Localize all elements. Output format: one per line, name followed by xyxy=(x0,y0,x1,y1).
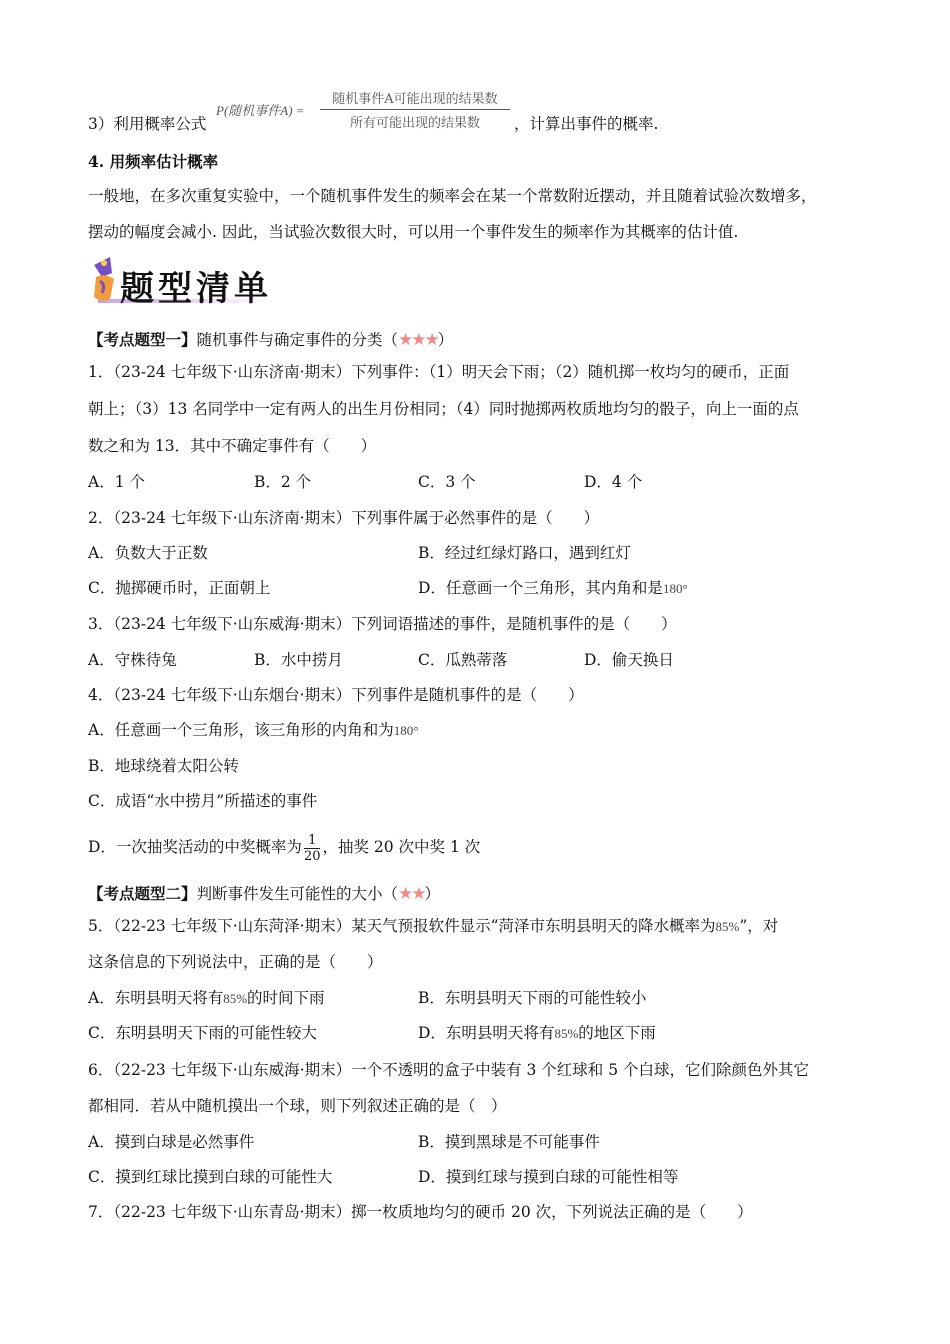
formula-prefix: 3）利用概率公式 xyxy=(88,115,207,133)
question-2-option-d-math: 180° xyxy=(662,581,688,596)
topic-1-label: 【考点题型一】 xyxy=(88,330,197,349)
question-2-option-b[interactable]: B．经过红绿灯路口，遇到红灯 xyxy=(418,544,631,562)
question-3-option-a[interactable]: A．守株待兔 xyxy=(88,651,177,669)
paragraph-line-2: 摆动的幅度会减小. 因此，当试验次数很大时，可以用一个事件发生的频率作为其概率的估计值. xyxy=(88,223,739,241)
banner-title: 题型清单 xyxy=(120,269,272,309)
question-4-option-a[interactable] xyxy=(88,720,418,741)
fraction xyxy=(304,833,321,864)
question-4-option-d[interactable] xyxy=(88,830,480,864)
question-2-option-a[interactable]: A．负数大于正数 xyxy=(88,544,208,562)
question-4-option-d-post: ，抽奖 20 次中奖 1 次 xyxy=(322,838,481,856)
question-5-line-1 xyxy=(88,916,778,937)
question-6-line-1: 6．（22-23 七年级下·山东威海·期末）一个不透明的盒子中装有 3 个红球和 5 个白球，它们除颜色外其它 xyxy=(88,1061,810,1079)
topic-1-close: ） xyxy=(437,331,454,349)
question-5-option-b[interactable]: B．东明县明天下雨的可能性较小 xyxy=(418,989,647,1007)
topic-1-header xyxy=(88,330,453,350)
question-6-option-d[interactable]: D．摸到红球与摸到白球的可能性相等 xyxy=(418,1168,679,1186)
question-7-stem: 7．（22-23 七年级下·山东青岛·期末）掷一枚质地均匀的硬币 20 次，下列说法正确的是（ ） xyxy=(88,1203,753,1221)
question-5-line-1-text: 5．（22-23 七年级下·山东菏泽·期末）某天气预报软件显示“菏泽市东明县明天的降水概率为 xyxy=(88,917,716,935)
question-5-line-1-math: 85% xyxy=(715,919,740,934)
fraction-denominator: 20 xyxy=(303,848,321,864)
question-5-option-c[interactable]: C．东明县明天下雨的可能性较大 xyxy=(88,1024,317,1042)
question-4-option-a-math: 180° xyxy=(393,723,419,738)
formula-lhs: P(随机事件A) = xyxy=(216,103,305,118)
topic-2-title: 判断事件发生可能性的大小（ xyxy=(196,885,399,903)
question-3-option-b[interactable]: B．水中捞月 xyxy=(254,651,343,669)
formula-numerator: 随机事件A可能出现的结果数 xyxy=(320,88,510,110)
question-1-option-a[interactable]: A．1 个 xyxy=(88,473,145,491)
formula-denominator: 所有可能出现的结果数 xyxy=(349,116,480,131)
question-5-option-d-pre: D．东明县明天将有 xyxy=(418,1024,555,1042)
topic-2-label: 【考点题型二】 xyxy=(88,884,197,903)
question-4-option-b[interactable]: B．地球绕着太阳公转 xyxy=(88,757,239,775)
question-1-line-2: 朝上；（3）13 名同学中一定有两人的出生月份相同；（4）同时抛掷两枚质地均匀的骰子，向上一面的点 xyxy=(88,400,799,418)
question-5-option-a-post: 的时间下雨 xyxy=(247,989,325,1007)
question-5-option-a-math: 85% xyxy=(223,991,248,1006)
question-3-stem: 3．（23-24 七年级下·山东威海·期末）下列词语描述的事件，是随机事件的是（ ） xyxy=(88,615,677,633)
question-6-option-c[interactable]: C．摸到红球比摸到白球的可能性大 xyxy=(88,1168,333,1186)
question-5-option-d[interactable] xyxy=(418,1023,656,1044)
question-4-option-a-text: A．任意画一个三角形，该三角形的内角和为 xyxy=(88,721,394,739)
question-6-option-b[interactable]: B．摸到黑球是不可能事件 xyxy=(418,1133,600,1151)
star-rating-icon: ★★★ xyxy=(398,330,438,350)
question-1-line-1: 1．（23-24 七年级下·山东济南·期末）下列事件：（1）明天会下雨；（2）随机掷一枚均匀的硬币，正面 xyxy=(88,363,790,381)
topic-2-close: ） xyxy=(424,885,441,903)
paragraph-line-1: 一般地，在多次重复实验中，一个随机事件发生的频率会在某一个常数附近摆动，并且随着试验次数增多， xyxy=(88,187,817,205)
question-4-option-d-pre: D．一次抽奖活动的中奖概率为 xyxy=(88,838,302,856)
question-3-option-c[interactable]: C．瓜熟蒂落 xyxy=(418,651,508,669)
question-5-option-a-pre: A．东明县明天将有 xyxy=(88,989,224,1007)
question-1-option-b[interactable]: B．2 个 xyxy=(254,473,312,491)
question-5-line-1-end: ”，对 xyxy=(739,917,779,935)
question-6-option-a[interactable]: A．摸到白球是必然事件 xyxy=(88,1133,255,1151)
question-5-option-d-math: 85% xyxy=(554,1026,579,1041)
question-1-line-3: 数之和为 13．其中不确定事件有（ ） xyxy=(88,437,377,455)
question-4-stem: 4．（23-24 七年级下·山东烟台·期末）下列事件是随机事件的是（ ） xyxy=(88,686,584,704)
question-2-option-c[interactable]: C．抛掷硬币时，正面朝上 xyxy=(88,579,271,597)
question-2-stem: 2．（23-24 七年级下·山东济南·期末）下列事件属于必然事件的是（ ） xyxy=(88,509,600,527)
question-1-option-d[interactable]: D．4 个 xyxy=(584,473,643,491)
section-heading: 4. 用频率估计概率 xyxy=(88,152,219,171)
question-2-option-d[interactable] xyxy=(418,578,688,599)
question-list-banner xyxy=(88,255,278,313)
question-5-option-a[interactable] xyxy=(88,988,325,1009)
question-6-line-2: 都相同．若从中随机摸出一个球，则下列叙述正确的是（ ） xyxy=(88,1097,507,1115)
question-5-line-2: 这条信息的下列说法中，正确的是（ ） xyxy=(88,953,383,971)
question-5-option-d-post: 的地区下雨 xyxy=(578,1024,656,1042)
topic-1-title: 随机事件与确定事件的分类（ xyxy=(196,331,399,349)
question-4-option-c[interactable]: C．成语“水中捞月”所描述的事件 xyxy=(88,792,318,810)
topic-2-header xyxy=(88,884,440,904)
question-3-option-d[interactable]: D．偷天换日 xyxy=(584,651,674,669)
fraction-numerator: 1 xyxy=(304,833,321,849)
question-1-option-c[interactable]: C．3 个 xyxy=(418,473,476,491)
star-rating-icon: ★★ xyxy=(398,884,425,904)
question-2-option-d-text: D．任意画一个三角形，其内角和是 xyxy=(418,579,663,597)
formula-suffix: ，计算出事件的概率. xyxy=(514,115,659,133)
formula-fraction xyxy=(320,88,510,131)
